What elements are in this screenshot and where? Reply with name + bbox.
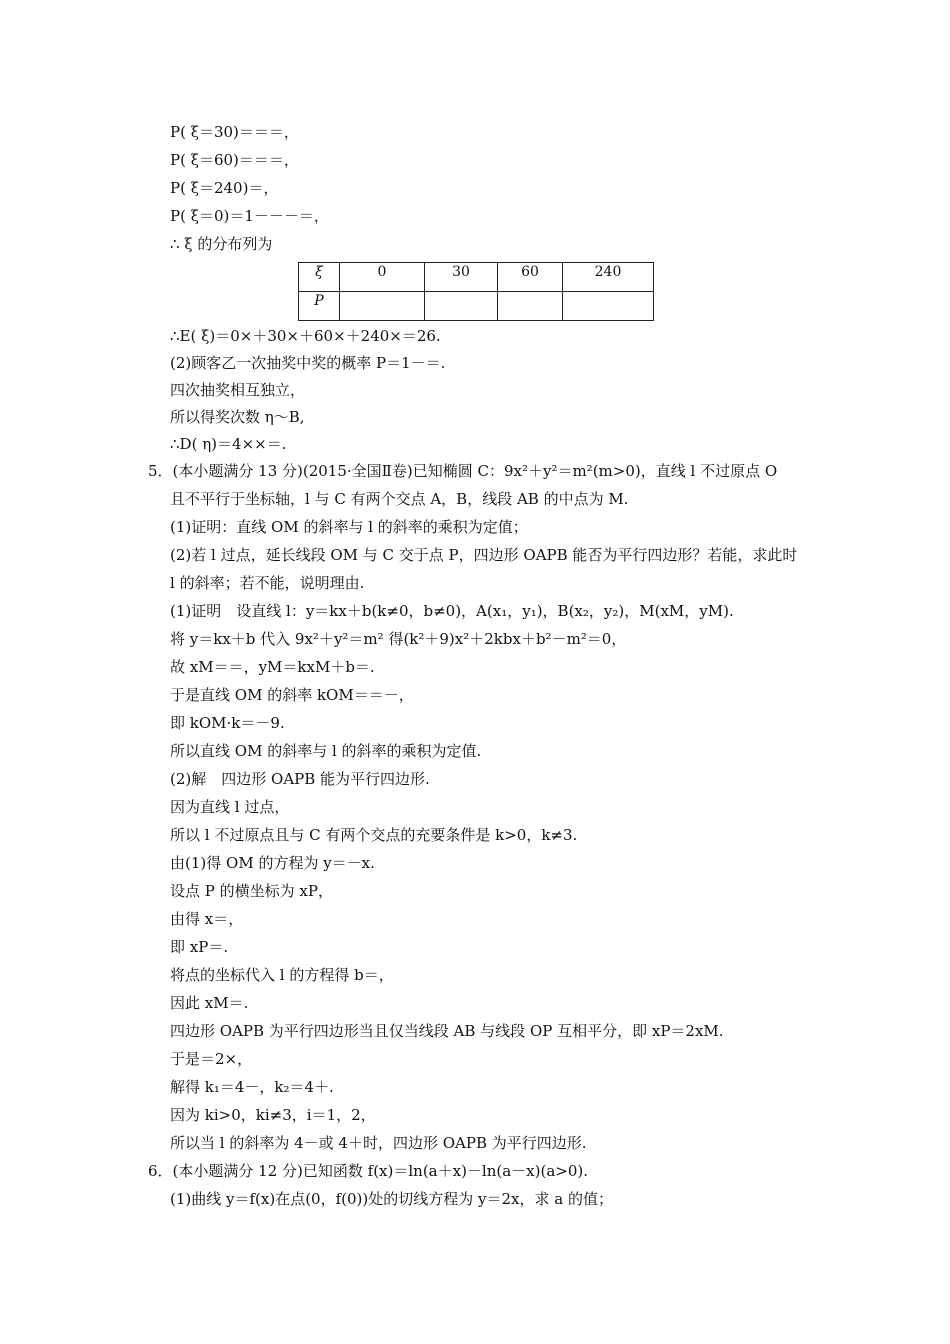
table-cell xyxy=(498,292,563,321)
text-line: 将点的坐标代入 l 的方程得 b＝， xyxy=(170,966,394,984)
table-cell: ξ xyxy=(299,263,340,292)
text-line: l 的斜率；若不能，说明理由. xyxy=(170,574,365,592)
text-line: (1)证明 设直线 l：y＝kx＋b(k≠0，b≠0)，A(x₁，y₁)，B(x₂，y₂)，M(xM，yM). xyxy=(170,602,734,620)
text-line: 即 xP＝. xyxy=(170,938,229,956)
text-line: P( ξ＝30)＝＝＝， xyxy=(170,123,299,141)
text-line: P( ξ＝60)＝＝＝， xyxy=(170,151,299,169)
text-line: 即 kOM·k＝－9. xyxy=(170,714,285,732)
text-line: 将 y＝kx＋b 代入 9x²＋y²＝m² 得(k²＋9)x²＋2kbx＋b²－m²＝0， xyxy=(170,630,627,648)
table-cell: 60 xyxy=(498,263,563,292)
table-cell: P xyxy=(299,292,340,321)
table-row xyxy=(299,292,654,321)
text-line: 因为 ki>0，ki≠3，i＝1，2， xyxy=(170,1106,376,1124)
text-line: 设点 P 的横坐标为 xP， xyxy=(170,882,333,900)
text-line: 于是直线 OM 的斜率 kOM＝＝－， xyxy=(170,686,414,704)
text-line: 由得 x＝， xyxy=(170,910,244,928)
text-line: 于是＝2×， xyxy=(170,1050,253,1068)
text-line: 所以 l 不过原点且与 C 有两个交点的充要条件是 k>0，k≠3. xyxy=(170,826,578,844)
question-6-heading: 6．(本小题满分 12 分)已知函数 f(x)＝ln(a＋x)－ln(a－x)(a>0). xyxy=(148,1162,589,1180)
text-line: 且不平行于坐标轴，l 与 C 有两个交点 A，B，线段 AB 的中点为 M. xyxy=(170,490,629,508)
table-cell: 30 xyxy=(425,263,498,292)
text-line: 故 xM＝＝，yM＝kxM＋b＝. xyxy=(170,658,375,676)
table-row xyxy=(299,263,654,292)
text-line: (1)证明：直线 OM 的斜率与 l 的斜率的乘积为定值； xyxy=(170,518,528,536)
text-line: (1)曲线 y＝f(x)在点(0，f(0))处的切线方程为 y＝2x，求 a 的值； xyxy=(170,1190,613,1208)
table-cell: 240 xyxy=(563,263,654,292)
text-line: 因此 xM＝. xyxy=(170,994,249,1012)
text-line: 所以当 l 的斜率为 4－或 4＋时，四边形 OAPB 为平行四边形. xyxy=(170,1134,587,1152)
text-line: (2)若 l 过点，延长线段 OM 与 C 交于点 P，四边形 OAPB 能否为平行四边形？若能，求此时 xyxy=(170,546,798,564)
distribution-table xyxy=(298,262,654,321)
text-line: P( ξ＝240)＝， xyxy=(170,179,279,197)
table-cell: 0 xyxy=(340,263,425,292)
text-line: 由(1)得 OM 的方程为 y＝－x. xyxy=(170,854,375,872)
table-cell xyxy=(425,292,498,321)
text-line: 所以得奖次数 η～B, xyxy=(170,408,305,426)
text-line: 因为直线 l 过点， xyxy=(170,798,290,816)
text-line: (2)顾客乙一次抽奖中奖的概率 P＝1－＝. xyxy=(170,354,446,372)
text-line: ∴D( η)＝4××＝. xyxy=(170,435,287,453)
text-line: 四边形 OAPB 为平行四边形当且仅当线段 AB 与线段 OP 互相平分，即 xP＝2xM. xyxy=(170,1022,724,1040)
text-line: (2)解 四边形 OAPB 能为平行四边形. xyxy=(170,770,430,788)
text-line: 所以直线 OM 的斜率与 l 的斜率的乘积为定值. xyxy=(170,742,482,760)
text-line: ∴E( ξ)＝0×＋30×＋60×＋240×＝26. xyxy=(170,327,441,345)
text-line: P( ξ＝0)＝1－－－＝， xyxy=(170,207,329,225)
text-line: 解得 k₁＝4－，k₂＝4＋. xyxy=(170,1078,334,1096)
question-5-heading: 5．(本小题满分 13 分)(2015·全国Ⅱ卷)已知椭圆 C：9x²＋y²＝m²(m>0)，直线 l 不过原点 O xyxy=(148,462,778,480)
text-line: ∴ ξ 的分布列为 xyxy=(170,235,273,253)
table-cell xyxy=(340,292,425,321)
table-cell xyxy=(563,292,654,321)
text-line: 四次抽奖相互独立， xyxy=(170,381,306,399)
